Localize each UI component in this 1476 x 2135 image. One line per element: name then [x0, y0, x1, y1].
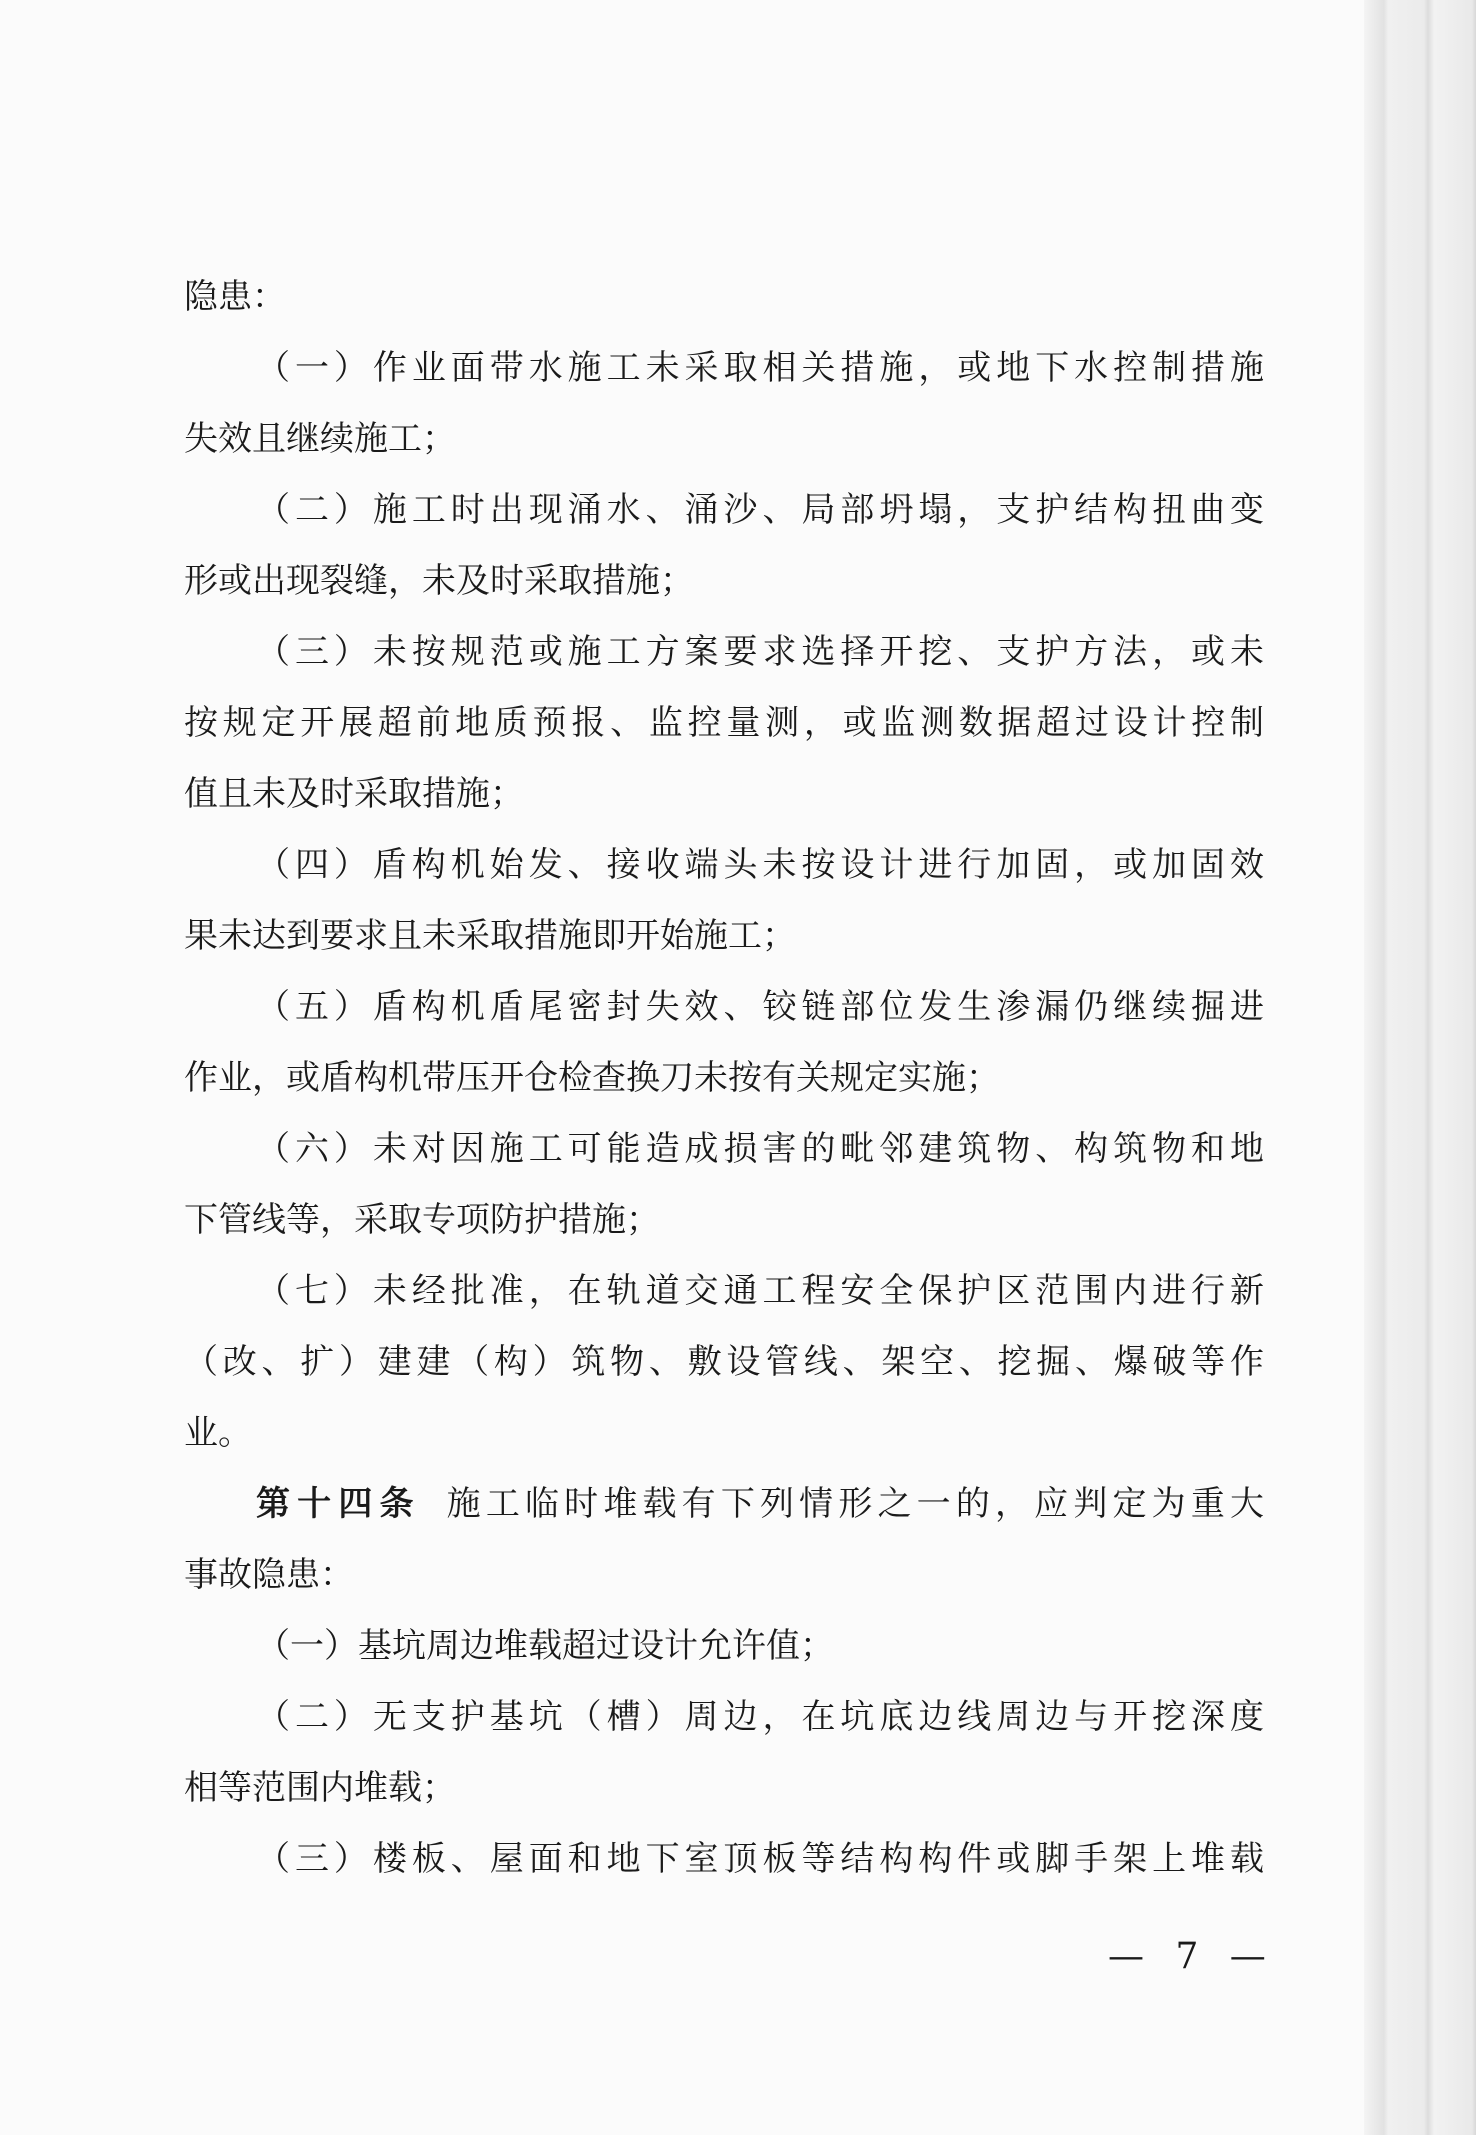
text-line: （一）作业面带水施工未采取相关措施，或地下水控制措施: [256, 348, 1264, 388]
text-line: 失效且继续施工；: [184, 419, 456, 459]
article-title: 第十四条: [256, 1484, 421, 1524]
list-item: （二）无支护基坑（槽）周边，在坑底边线周边与开挖深度: [256, 1697, 1264, 1737]
list-item: （一）基坑周边堆载超过设计允许值；: [256, 1626, 834, 1666]
text-line: 事故隐患：: [184, 1555, 354, 1595]
text-line: （改、扩）建建（构）筑物、敷设管线、架空、挖掘、爆破等作: [184, 1342, 1264, 1382]
text-line: 作业，或盾构机带压开仓检查换刀未按有关规定实施；: [184, 1058, 1000, 1098]
text-line: （七）未经批准，在轨道交通工程安全保护区范围内进行新: [256, 1271, 1264, 1311]
text-line: 业。: [184, 1413, 252, 1453]
text-line: 形或出现裂缝，未及时采取措施；: [184, 561, 694, 601]
paper-edge-shading: [1364, 0, 1476, 2135]
text-line: （五）盾构机盾尾密封失效、铰链部位发生渗漏仍继续掘进: [256, 987, 1264, 1027]
text-line: 相等范围内堆载；: [184, 1768, 456, 1808]
article-14-heading-line: [256, 1479, 1264, 1529]
text-line: 隐患：: [184, 277, 286, 317]
text-line: 下管线等，采取专项防护措施；: [184, 1200, 660, 1240]
page-number: — 7 —: [1108, 1936, 1276, 1977]
text-line: 值且未及时采取措施；: [184, 774, 524, 814]
article-intro: 施工临时堆载有下列情形之一的，应判定为重大: [446, 1484, 1265, 1524]
text-line: （二）施工时出现涌水、涌沙、局部坍塌，支护结构扭曲变: [256, 490, 1264, 530]
text-line: 按规定开展超前地质预报、监控量测，或监测数据超过设计控制: [184, 703, 1264, 743]
text-line: （三）未按规范或施工方案要求选择开挖、支护方法，或未: [256, 632, 1264, 672]
text-line: （四）盾构机始发、接收端头未按设计进行加固，或加固效: [256, 845, 1264, 885]
text-line: 果未达到要求且未采取措施即开始施工；: [184, 916, 796, 956]
list-item: （三）楼板、屋面和地下室顶板等结构构件或脚手架上堆载: [256, 1839, 1264, 1879]
text-line: （六）未对因施工可能造成损害的毗邻建筑物、构筑物和地: [256, 1129, 1264, 1169]
